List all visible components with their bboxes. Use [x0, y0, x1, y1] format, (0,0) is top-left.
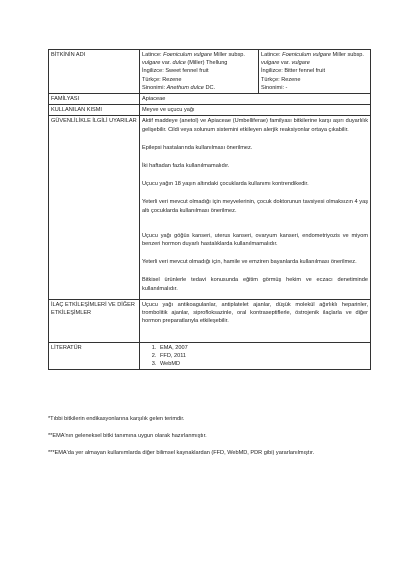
literature-cell	[140, 342, 371, 370]
warning-paragraph: Bitkisel ürünlerle tedavi konusunda eğitim görmüş hekim ve eczacı denetiminde kullanılmalıdır.	[142, 277, 368, 292]
family-value: Apiaceae	[140, 94, 371, 105]
table-row	[49, 299, 371, 342]
row-label-part: KULLANILAN KISMI	[49, 105, 140, 116]
latin-name-line: Latince: Foeniculum vulgare Miller subsp. vulgare var. dulce (Miller) Thellung	[142, 52, 245, 67]
sweet-fennel-cell	[140, 50, 259, 94]
table-row	[49, 116, 371, 299]
warning-paragraph: Yeterli veri mevcut olmadığı için, hamile ve emziren bayanlarda kullanılması önerilmez.	[142, 259, 357, 266]
footnote: ***EMA'da yer almayan kullanımlarda diğer bilimsel kaynaklardan (FFD, WebMD, PDR gibi) yararlanılmıştır.	[48, 450, 315, 456]
warning-paragraph: Yeterli veri mevcut olmadığı için meyvelerinin, çocuk doktorunun tavsiyesi olmaksızın 4 yaş altı çocuklarda kullanılması önerilmez.	[142, 199, 368, 214]
reference-list	[142, 344, 368, 369]
row-label-name: BİTKİNİN ADI	[49, 50, 140, 94]
row-label-family: FAMİLYASI	[49, 94, 140, 105]
turkish-name: Türkçe: Rezene	[142, 76, 182, 83]
synonym: Sinonimi: Anethum dulce DC.	[142, 84, 216, 91]
herb-info-table	[48, 49, 371, 370]
part-value: Meyve ve uçucu yağı	[140, 105, 371, 116]
table-row	[49, 342, 371, 370]
table-row	[49, 105, 371, 116]
turkish-name: Türkçe: Rezene	[261, 76, 301, 83]
synonym: Sinonimi: -	[261, 84, 288, 91]
list-item: 1. EMA, 2007	[158, 344, 368, 352]
interactions-value: Uçucu yağı antikoagulanlar, antiplatelet ajanlar, düşük molekül ağırlıklı heparinler, trombolitik ajanlar, siprofloksazinle, oral kontraseptiflerle, östrojenik ilaçlarla ve diğer hormon preparatlarıyla etkileşebilir.	[140, 299, 371, 342]
warnings-cell	[140, 116, 371, 299]
footnotes	[48, 415, 373, 466]
list-item: 2. FFD, 2011	[158, 352, 368, 360]
latin-name-line: Latince: Foeniculum vulgare Miller subsp. vulgare var. vulgare	[261, 52, 364, 67]
footnote: *Tıbbi bitkilerin endikasyonlarına karşılık gelen terimdir.	[48, 416, 185, 422]
table-row	[49, 94, 371, 105]
english-name: İngilizce: Sweet fennel fruit	[142, 68, 209, 75]
footnote: **EMA'nın geleneksel bitki tanımına uygun olarak hazırlanmıştır.	[48, 433, 207, 439]
warning-paragraph: İki haftadan fazla kullanılmamalıdır.	[142, 163, 230, 170]
warning-paragraph: Uçucu yağın 18 yaşın altındaki çocuklarda kullanımı kontrendikedir.	[142, 181, 309, 188]
row-label-interactions: İLAÇ ETKİLEŞİMLERİ VE DİĞER ETKİLEŞİMLER	[49, 299, 140, 342]
warning-paragraph: Uçucu yağı göğüs kanseri, uterus kanseri, ovaryum kanseri, endometriyozis ve miyom benzeri hormon duyarlı hastalıklarda kullanılmamalıdır.	[142, 232, 368, 248]
list-item: 3. WebMD	[158, 360, 368, 368]
english-name: İngilizce: Bitter fennel fruit	[261, 68, 326, 75]
row-label-warnings: GÜVENLİLİKLE İLGİLİ UYARILAR	[49, 116, 140, 299]
table-row	[49, 50, 371, 94]
row-label-literature: LİTERATÜR	[49, 342, 140, 370]
bitter-fennel-cell	[259, 50, 371, 94]
warning-paragraph: Aktif maddeye (anetol) ve Apiaceae (Umbelliferae) familyası bitkilerine karşı aşırı duyarlılık gelişebilir. Cildi veya solunum sistemini etkileyen alerjik reaksiyonlar ortaya çıkabilir.	[142, 118, 368, 133]
warning-paragraph: Epilepsi hastalarında kullanılması önerilmez.	[142, 144, 253, 151]
